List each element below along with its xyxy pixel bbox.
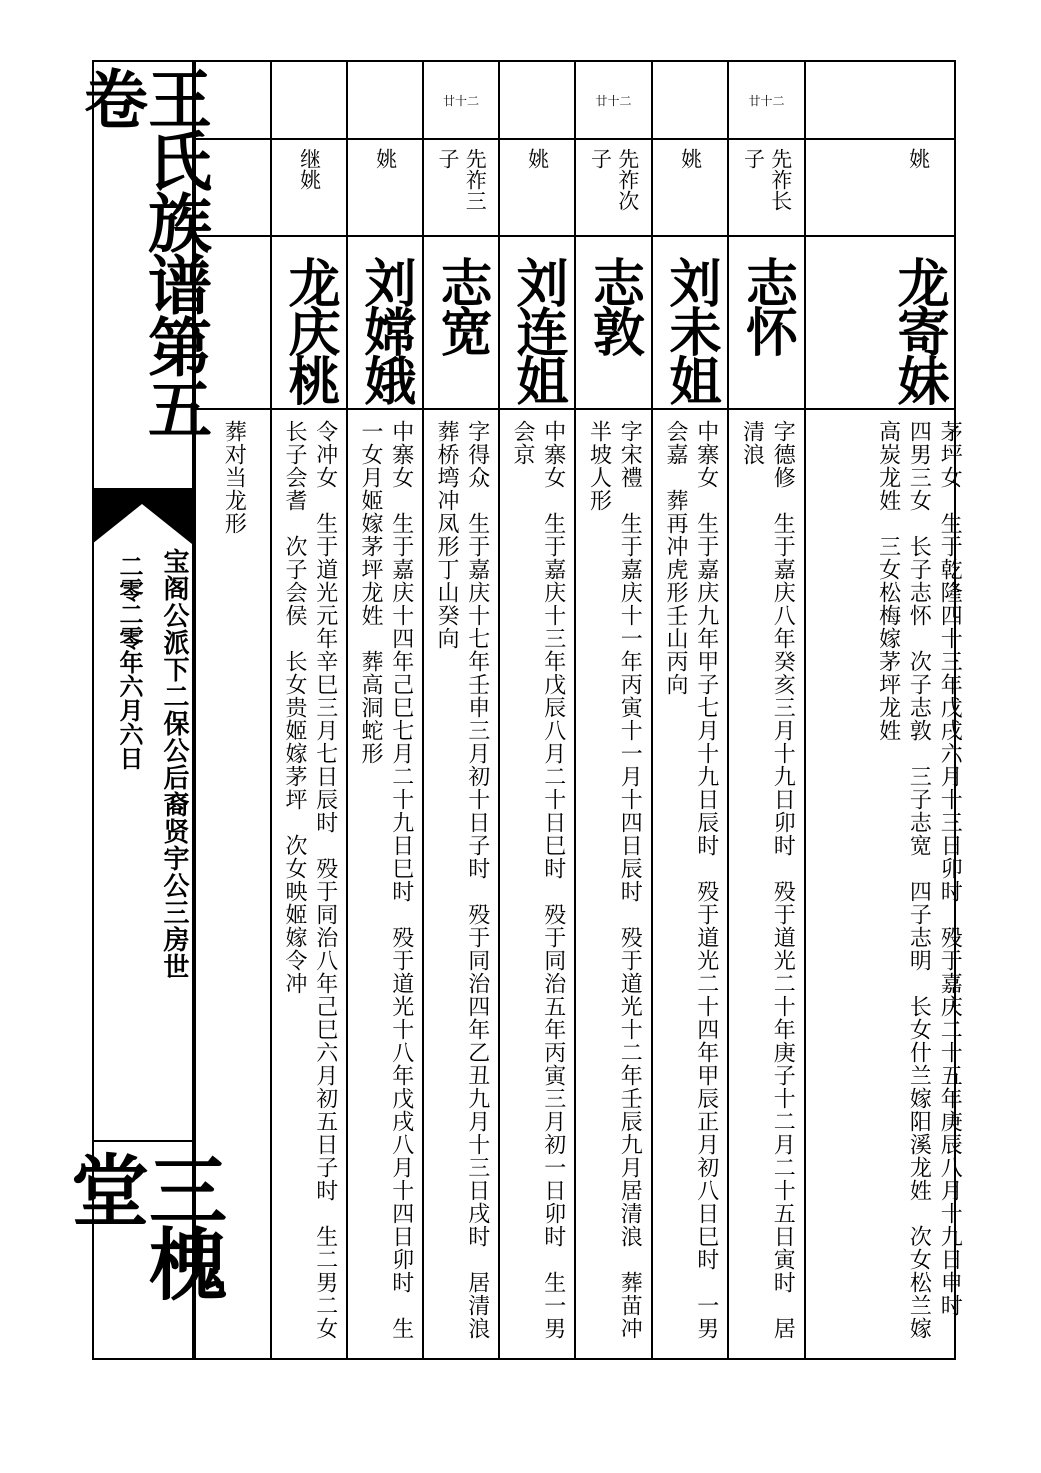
relation-label: 姚: [373, 148, 398, 169]
generation-label: 廿十二: [748, 93, 785, 108]
person-name: 刘连姐: [507, 256, 568, 403]
biography-text: 字得众 生于嘉庆十七年壬申三月初十日子时 殁于同治四年乙丑九月十三日戌时 居清浪 葬桥塆冲凤形丁山癸向: [434, 420, 490, 1363]
genealogy-table: [194, 60, 963, 1363]
relation-label: 先祚长子: [741, 148, 793, 211]
relation-label: 姚: [678, 148, 703, 169]
biography-text: 中寨女 生于嘉庆十四年己巳七月二十九日巳时 殁于道光十八年戊戌八月十四日卯时 生一女月姬嫁茅坪龙姓 葬高洞蛇形: [358, 420, 414, 1340]
relation-label: 先祚三子: [436, 148, 488, 211]
branch-lineage: 宝阁公派下二保公后裔贤宇公三房世: [159, 548, 189, 980]
entry-column: [346, 60, 422, 1360]
compile-date: 二零二零年六月六日: [115, 554, 144, 770]
title-column: [58, 60, 227, 1360]
person-name: [806, 238, 880, 410]
entry-column: [574, 60, 651, 1360]
relation-label: [806, 140, 880, 236]
person-name: 龙庆桃: [279, 256, 340, 403]
generation-label: [880, 60, 956, 140]
biography-text: 葬对当龙形: [221, 420, 247, 535]
generation-label: [806, 60, 880, 140]
generation-label: [196, 60, 270, 140]
entry-column: [270, 60, 346, 1363]
entry-column: [804, 60, 880, 1360]
generation-label: 廿十二: [442, 93, 479, 108]
entry-column: [422, 60, 498, 1363]
generation-label: [653, 60, 727, 140]
person-name: 刘嫦娥: [355, 256, 416, 403]
biography-text: 中寨女 生于嘉庆十三年戊辰八月二十日巳时 殁于同治五年丙寅三月初一日卯时 生一男会京: [510, 420, 566, 1340]
biography-text: 字宋禮 生于嘉庆十一年丙寅十一月十四日辰时 殁于道光十二年壬辰九月居清浪 葬苗冲半坡人形: [586, 420, 643, 1340]
generation-label: [272, 60, 346, 140]
person-name: [196, 238, 270, 410]
generation-label: [500, 60, 574, 140]
entry-column: [727, 60, 804, 1360]
person-name: 龙寄妹: [888, 256, 949, 403]
person-name: 刘未姐: [660, 256, 721, 403]
entry-column: [498, 60, 574, 1360]
biography-text: 茅坪女 生于乾隆四十三年戊戌六月十三日卯时 殁于嘉庆二十五年庚辰八月十九日申时 四男三女 长子志怀 次子志敦 三子志宽 四子志明 长女什兰嫁阳溪龙姓 次女松兰嫁高炭龙姓 三女松梅嫁茅坪龙姓: [875, 420, 963, 1340]
generation-label: [348, 60, 422, 140]
biography-text: 字德修 生于嘉庆八年癸亥三月十九日卯时 殁于道光二十年庚子十二月二十五日寅时 居清浪: [739, 420, 796, 1340]
relation-label: 先祚次子: [588, 148, 640, 211]
relation-label: [196, 140, 270, 236]
person-name: 志敦: [583, 256, 645, 354]
hall-name: 三槐堂: [58, 1150, 227, 1298]
person-name: 志怀: [736, 256, 798, 354]
person-name: 志宽: [431, 256, 492, 354]
generation-label: 廿十二: [595, 93, 632, 108]
relation-label: 姚: [525, 148, 550, 169]
relation-label: 姚: [906, 148, 931, 169]
biography-text: 令冲女 生于道光元年辛巳三月七日辰时 殁于同治八年己巳六月初五日子时 生二男二女 长子会耆 次子会侯 长女贵姬嫁茅坪 次女映姬嫁令冲: [282, 420, 338, 1363]
entry-column: [875, 60, 963, 1360]
relation-label: 继姚: [297, 148, 322, 190]
hall-divider: [92, 1140, 192, 1142]
entry-column: [651, 60, 727, 1360]
entry-column: [194, 60, 270, 1360]
fishtail-ornament: [92, 488, 192, 544]
book-title: 王氏族谱第五卷: [73, 66, 212, 438]
biography-text: [806, 420, 880, 1350]
biography-text: 中寨女 生于嘉庆九年甲子七月十九日辰时 殁于道光二十四年甲辰正月初八日巳时 一男会嘉 葬再冲虎形壬山丙向: [663, 420, 719, 1340]
